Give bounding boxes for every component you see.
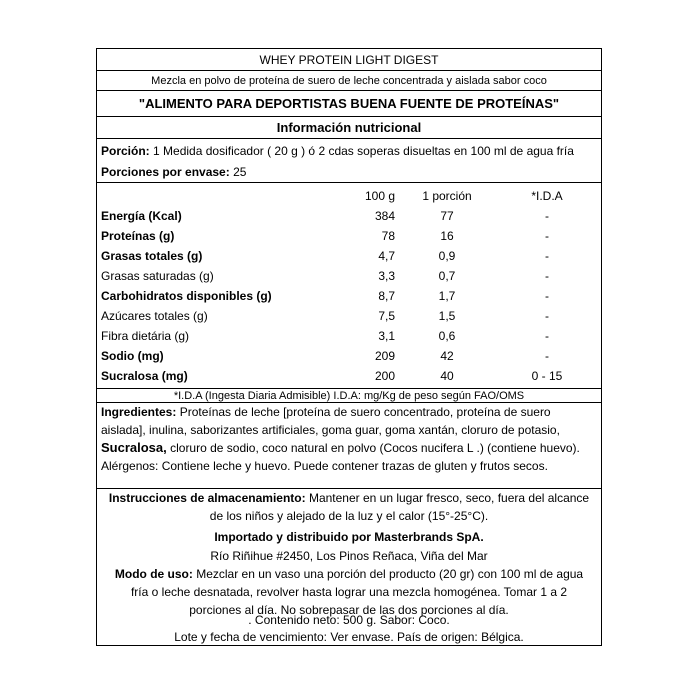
storage-instructions: Mantener en un lugar fresco, seco, fuera del alcance de los niños y alejado de la luz y el calor (15°-25°C).: [209, 491, 590, 523]
storage-text: [107, 489, 591, 525]
nutrient-value-100g: 8,7: [378, 289, 395, 303]
nutrient-value-100g: 200: [374, 369, 395, 383]
nutrient-name: Fibra dietária (g): [101, 329, 190, 343]
ingredients-label: Ingredientes:: [101, 405, 177, 419]
nutrient-value-100g: 78: [381, 229, 395, 243]
nutrient-value-100g: 7,5: [378, 309, 395, 323]
lot-and-origin: Lote y fecha de vencimiento: Ver envase. País de origen: Bélgica.: [174, 630, 524, 644]
nutrition-table: [97, 183, 601, 389]
product-claim: "ALIMENTO PARA DEPORTISTAS BUENA FUENTE DE PROTEÍNAS": [97, 91, 601, 117]
nutrient-value-ida: -: [545, 329, 549, 343]
nutrient-value-portion: 0,6: [438, 329, 456, 343]
nutrient-value-ida: -: [545, 209, 549, 223]
nutrient-name: Grasas totales (g): [101, 249, 203, 263]
usage-label: Modo de uso:: [114, 567, 193, 581]
portion-label: Porción:: [101, 144, 150, 158]
nutrient-name: Grasas saturadas (g): [101, 269, 214, 283]
nutrient-value-100g: 384: [374, 209, 395, 223]
nutrient-value-portion: 1,7: [438, 289, 456, 303]
nutrient-value-ida: 0 - 15: [531, 369, 563, 383]
nutrient-name: Sucralosa (mg): [101, 369, 188, 383]
portion-row: [97, 139, 601, 163]
storage-block: [97, 489, 601, 529]
portion-text: 1 Medida dosificador ( 20 g ) ó 2 cdas soperas disueltas en 100 ml de agua fría: [153, 144, 574, 158]
importer: Importado y distribuido por Masterbrands SpA.: [214, 530, 484, 544]
net-content: . Contenido neto: 500 g. Sabor: Coco.: [248, 613, 450, 627]
nutrient-value-ida: -: [545, 349, 549, 363]
product-name: WHEY PROTEIN LIGHT DIGEST: [97, 49, 601, 71]
nutrient-value-ida: -: [545, 229, 549, 243]
nutrient-name: Azúcares totales (g): [101, 309, 208, 323]
nutrient-name: Carbohidratos disponibles (g): [101, 289, 272, 303]
ingredients-sucralose: Sucralosa,: [101, 440, 167, 455]
nutrition-title: Información nutricional: [97, 117, 601, 139]
ingredients-part-1: Proteínas de leche [proteína de suero concentrado, proteína de suero aislada], inulina, saborizantes artificiales, goma guar, goma xantán, cloruro de potasio,: [101, 405, 560, 437]
col-header-portion: 1 porción: [422, 189, 472, 203]
portions-per-pack-row: [97, 163, 601, 183]
address: Río Riñihue #2450, Los Pinos Reñaca, Viña del Mar: [210, 549, 488, 563]
nutrient-name: Energía (Kcal): [101, 209, 182, 223]
nutrition-label: [96, 48, 602, 646]
portions-per-pack-label: Porciones por envase:: [101, 165, 230, 179]
usage-instructions: Mezclar en un vaso una porción del producto (20 gr) con 100 ml de agua fría o leche desnatada, revolver hasta lograr una mezcla homogénea. Tomar 1 a 2 porciones al día. No sobrepasar de las dos porciones al día.: [130, 567, 584, 617]
nutrient-value-portion: 1,5: [438, 309, 456, 323]
nutrient-value-ida: -: [545, 249, 549, 263]
nutrient-value-ida: -: [545, 269, 549, 283]
product-description: Mezcla en polvo de proteína de suero de leche concentrada y aislada sabor coco: [97, 71, 601, 91]
nutrient-value-100g: 3,3: [378, 269, 395, 283]
nutrient-value-portion: 0,9: [438, 249, 456, 263]
nutrient-name: Sodio (mg): [101, 349, 164, 363]
nutrient-value-portion: 77: [440, 209, 454, 223]
ingredients-text: [101, 403, 597, 475]
nutrient-value-portion: 40: [440, 369, 454, 383]
ingredients-part-2: cloruro de sodio, coco natural en polvo (Cocos nucifera L .) (contiene huevo). Alérgenos: Contiene leche y huevo. Puede contener trazas de gluten y frutos secos.: [101, 441, 580, 473]
storage-label: Instrucciones de almacenamiento:: [108, 491, 306, 505]
ingredients-block: [97, 403, 601, 489]
nutrient-value-portion: 0,7: [438, 269, 456, 283]
nutrient-value-portion: 16: [440, 229, 454, 243]
nutrient-value-ida: -: [545, 289, 549, 303]
portions-per-pack-value: 25: [233, 165, 247, 179]
col-header-ida: *I.D.A: [531, 189, 563, 203]
nutrient-value-100g: 3,1: [378, 329, 395, 343]
nutrient-value-ida: -: [545, 309, 549, 323]
nutrient-value-portion: 42: [440, 349, 454, 363]
nutrient-name: Proteínas (g): [101, 229, 175, 243]
nutrient-value-100g: 4,7: [378, 249, 395, 263]
ida-note: *I.D.A (Ingesta Diaria Admisible) I.D.A: mg/Kg de peso según FAO/OMS: [97, 389, 601, 403]
nutrient-value-100g: 209: [374, 349, 395, 363]
col-header-100g: 100 g: [364, 189, 395, 203]
